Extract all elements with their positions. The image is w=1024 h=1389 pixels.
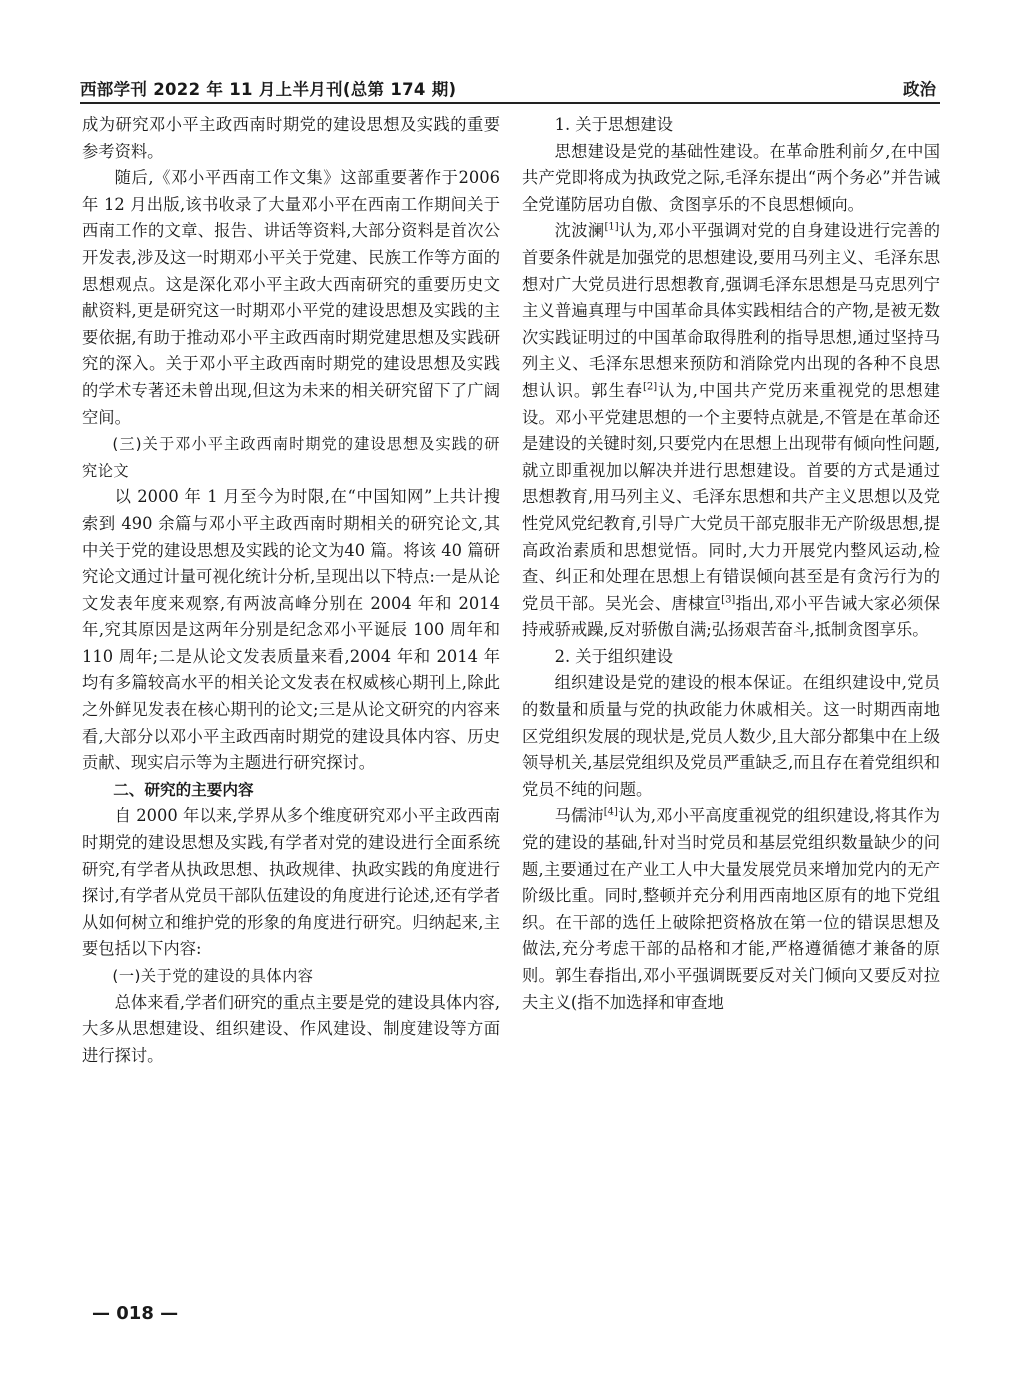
paragraph: 思想建设是党的基础性建设。在革命胜利前夕,在中国共产党即将成为执政党之际,毛泽东提出“两个务必”并告诫全党谨防居功自傲、贪图享乐的不良思想倾向。: [522, 141, 940, 214]
citation-ref: [3]: [721, 594, 736, 606]
page-number: — 018 —: [92, 1303, 179, 1324]
paragraph: [522, 218, 940, 644]
paragraph: [522, 803, 940, 1016]
text-run: 认为,邓小平高度重视党的组织建设,将其作为党的建设的基础,针对当时党员和基层党组织数量缺少的问题,主要通过在产业工人中大量发展党员来增加党内的无产阶级比重。同时,整顿并充分利用西南地区原有的地下党组织。在干部的选任上破除把资格放在第一位的错误思想及做法,充分考虑干部的品格和才能,严格遵循德才兼备的原则。郭生春指出,邓小平强调既要反对关门倾向又要反对拉夫主义(指不加选择和审查地: [522, 806, 940, 1012]
text-run: 马儒沛: [554, 806, 604, 826]
journal-title: 西部学刊 2022 年 11 月上半月刊(总第 174 期): [80, 80, 457, 99]
paragraph: 2. 关于组织建设: [554, 646, 673, 666]
text-run: 认为,中国共产党历来重视党的思想建设。邓小平党建思想的一个主要特点就是,不管是在革命还是建设的关键时刻,只要党内在思想上出现带有倾向性问题,就立即重视加以解决并进行思想建设。首要的方式是通过思想教育,用马列主义、毛泽东思想和共产主义思想以及党性党风党纪教育,引导广大党员干部克服非无产阶级思想,提高政治素质和思想觉悟。同时,大力开展党内整风运动,检查、纠正和处理在思想上有错误倾向甚至是有贪污行为的党员干部。吴光会、唐棣宣: [522, 380, 940, 613]
section-heading: 二、研究的主要内容: [113, 780, 254, 799]
paragraph: 成为研究邓小平主政西南时期党的建设思想及实践的重要参考资料。: [82, 115, 500, 161]
paragraph: 总体来看,学者们研究的重点主要是党的建设具体内容,大多从思想建设、组织建设、作风建设、制度建设等方面进行探讨。: [82, 992, 500, 1065]
paragraph: 自 2000 年以来,学界从多个维度研究邓小平主政西南时期党的建设思想及实践,有学者对党的建设进行全面系统研究,有学者从执政思想、执政规律、执政实践的角度进行探讨,有学者从党员干部队伍建设的角度进行论述,还有学者从如何树立和维护党的形象的角度进行研究。归纳起来,主要包括以下内容:: [82, 806, 500, 959]
text-run: 指出,邓小平告诫大家必须保持戒骄戒躁,反对骄傲自满;弘扬艰苦奋斗,抵制贪图享乐。: [522, 593, 940, 640]
section-name: 政治: [903, 80, 936, 99]
right-column: [522, 112, 940, 1016]
paragraph: 1. 关于思想建设: [554, 115, 673, 134]
running-header: [80, 72, 940, 106]
left-column: [82, 112, 500, 1069]
paragraph: 以 2000 年 1 月至今为时限,在“中国知网”上共计搜索到 490 余篇与邓小平主政西南时期相关的研究论文,其中关于党的建设思想及实践的论文为40 篇。将该 40 篇研究论文通过计量可视化统计分析,呈现出以下特点:一是从论文发表年度来观察,有两波高峰分别在 2004 年和 2014 年,究其原因是这两年分别是纪念邓小平诞辰 100 周年和 110 周年;二是从论文发表质量来看,2004 年和 2014 年均有多篇较高水平的相关论文发表在权威核心期刊上,除此之外鲜见发表在核心期刊的论文;三是从论文研究的内容来看,大部分以邓小平主政西南时期党的建设具体内容、历史贡献、现实启示等为主题进行研究探讨。: [82, 487, 500, 773]
header-rule: [80, 102, 940, 104]
text-run: 沈波澜: [554, 221, 605, 241]
text-run: 认为,邓小平强调对党的自身建设进行完善的首要条件就是加强党的思想建设,要用马列主义、毛泽东思想对广大党员进行思想教育,强调毛泽东思想是马克思列宁主义普遍真理与中国革命具体实践相结合的产物,是被无数次实践证明过的中国革命取得胜利的指导思想,通过坚持马列主义、毛泽东思想来预防和消除党内出现的各种不良思想认识。郭生春: [522, 221, 940, 400]
paragraph: 随后,《邓小平西南工作文集》这部重要著作于2006 年 12 月出版,该书收录了大量邓小平在西南工作期间关于西南工作的文章、报告、讲话等资料,大部分资料是首次公开发表,涉及这一时期邓小平关于党建、民族工作等方面的思想观点。这是深化邓小平主政大西南研究的重要历史文献资料,更是研究这一时期邓小平党的建设思想及实践的主要依据,有助于推动邓小平主政西南时期党建思想及实践研究的深入。关于邓小平主政西南时期党的建设思想及实践的学术专著还未曾出现,但这为未来的相关研究留下了广阔空间。: [82, 168, 500, 427]
citation-ref: [4]: [603, 807, 618, 819]
citation-ref: [2]: [643, 381, 658, 393]
subsection-heading: (一)关于党的建设的具体内容: [112, 967, 314, 985]
citation-ref: [1]: [604, 221, 619, 233]
paragraph: 组织建设是党的建设的根本保证。在组织建设中,党员的数量和质量与党的执政能力休戚相关。这一时期西南地区党组织发展的现状是,党员人数少,且大部分都集中在上级领导机关,基层党组织及党员严重缺乏,而且存在着党组织和党员不纯的问题。: [522, 673, 940, 799]
subsection-heading: (三)关于邓小平主政西南时期党的建设思想及实践的研究论文: [82, 435, 500, 480]
